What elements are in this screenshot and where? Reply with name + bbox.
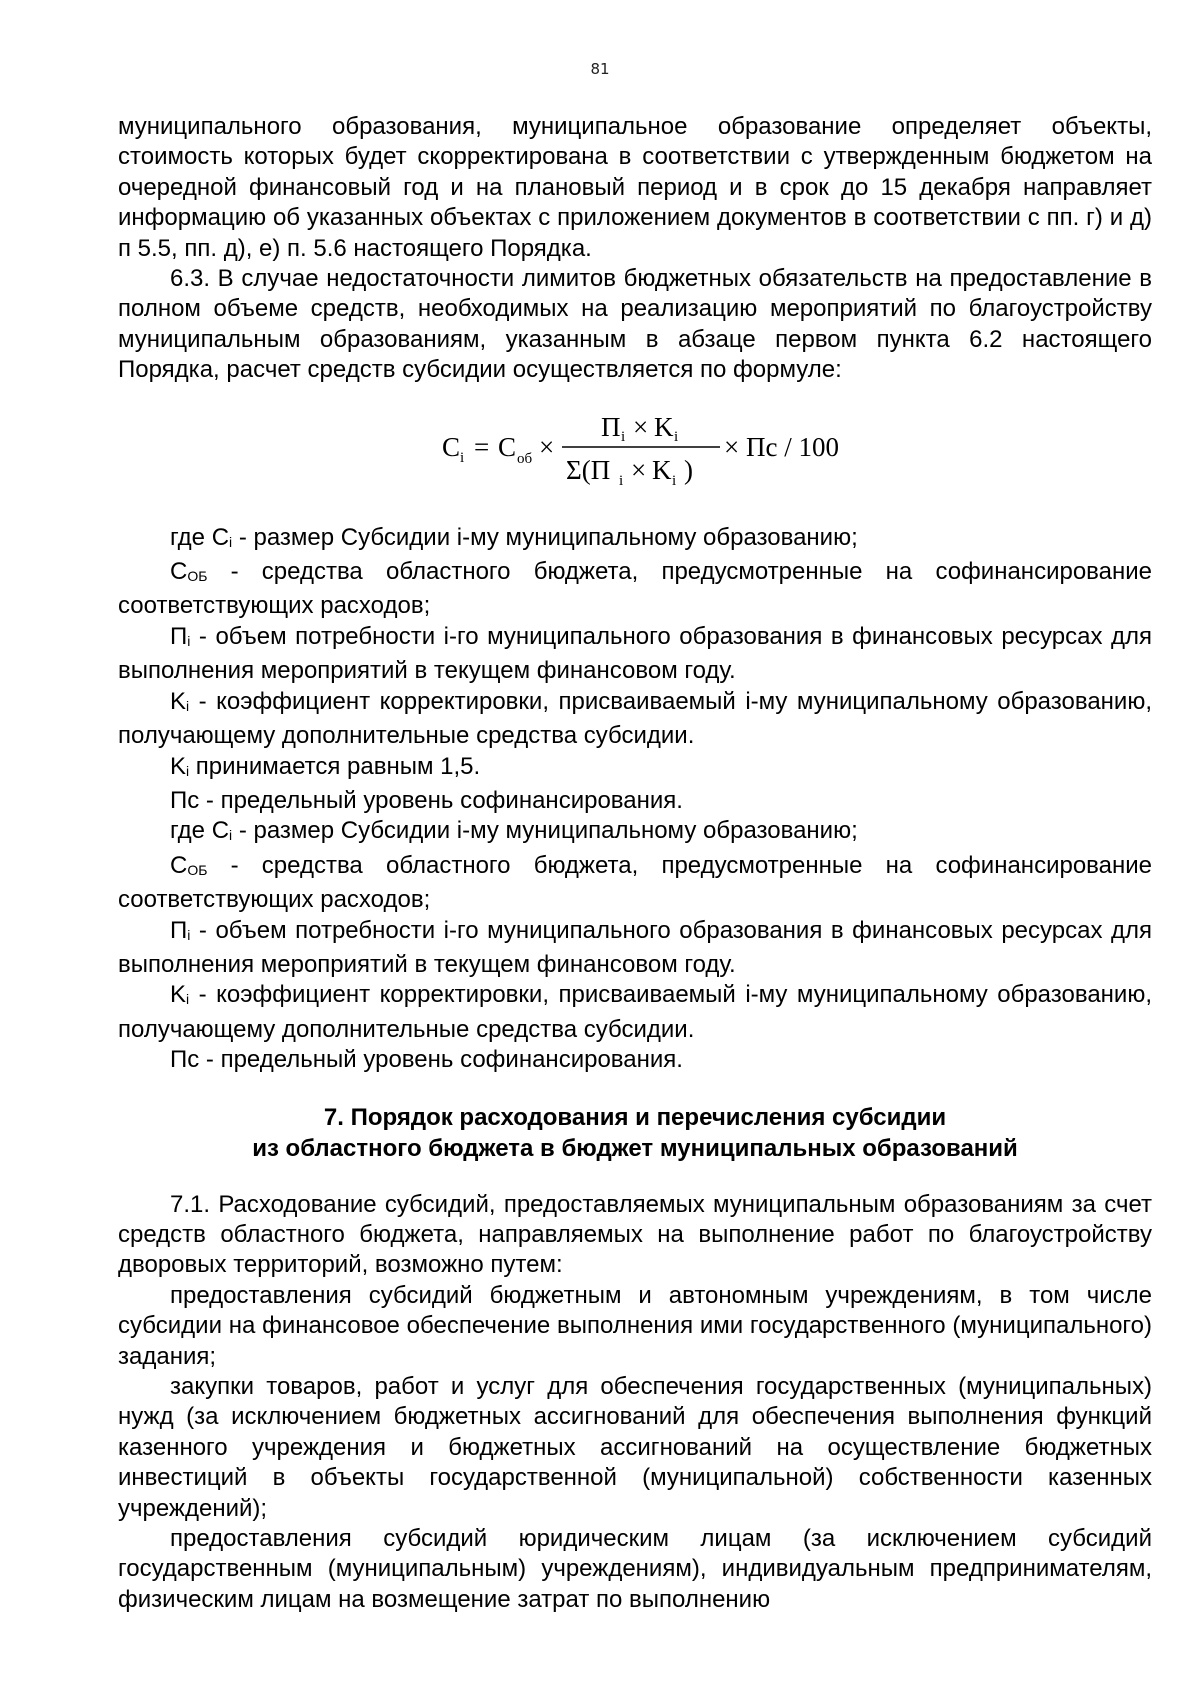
formula-lhs: C	[442, 431, 461, 462]
formula-numerator-times: ×	[633, 411, 649, 442]
definition-ki-value: Ki принимается равным 1,5.	[170, 752, 481, 780]
formula-cob: C	[498, 431, 517, 462]
formula-numerator-k-sub: i	[674, 428, 679, 445]
formula-denominator-k: K	[652, 454, 672, 485]
definition-ci: где Ci - размер Субсидии i-му муниципальному образованию;	[170, 523, 858, 551]
formula-denominator-p-sub: i	[619, 472, 624, 489]
definition-pi: Пi - объем потребности i-го муниципального образования в финансовых ресурсах для выполнения мероприятий в текущем финансовом году.	[118, 622, 1152, 685]
section-7-heading	[118, 1102, 1152, 1164]
formula-graphic	[438, 401, 858, 496]
heading-line-2: из областного бюджета в бюджет муниципальных образований	[252, 1134, 1018, 1162]
formula-cob-sub: об	[517, 450, 533, 467]
definition-pi-repeat: Пi - объем потребности i-го муниципального образования в финансовых ресурсах для выполнения мероприятий в текущем финансовом году.	[118, 916, 1152, 978]
heading-line-1: 7. Порядок расходования и перечисления субсидии	[323, 1103, 947, 1131]
paragraph-procurement: закупки товаров, работ и услуг для обеспечения государственных (муниципальных) нужд (за исключением бюджетных ассигнований для обеспечения выполнения функций казенного учреждения и бюджетных ассигнований на осуществление бюджетных инвестиций в объекты государственной (муниципальной) собственности казенных учреждений);	[118, 1373, 1152, 1522]
subsidy-formula	[118, 401, 1152, 496]
paragraph-continuation: муниципального образования, муниципальное образование определяет объекты, стоимость которых будет скорректирована в соответствии с утвержденным бюджетом на очередной финансовый год и на плановый период и в срок до 15 декабря направляет информацию об указанных объектах с приложением документов в соответствии с пп. г) и д) п 5.5, пп. д), е) п. 5.6 настоящего Порядка.	[118, 113, 1152, 262]
paragraph-7-1: 7.1. Расходование субсидий, предоставляемых муниципальным образованиям за счет средств областного бюджета, направляемых на выполнение работ по благоустройству дворовых территорий, возможно путем:	[118, 1190, 1152, 1279]
formula-lhs-sub: i	[460, 449, 465, 466]
definition-cob-repeat: CОБ - средства областного бюджета, предусмотренные на софинансирование соответствующих расходов;	[118, 851, 1152, 914]
formula-numerator-p-sub: i	[621, 428, 626, 445]
formula-numerator-p: П	[601, 411, 621, 442]
definition-ki: Ki - коэффициент корректировки, присваиваемый i-му муниципальному образованию, получающему дополнительные средства субсидии.	[118, 687, 1152, 750]
formula-denominator-k-sub: i	[672, 472, 677, 489]
definition-cob: CОБ - средства областного бюджета, предусмотренные на софинансирование соответствующих расходов;	[118, 558, 1152, 620]
formula-numerator-k: K	[654, 411, 674, 442]
paragraph-subsidies-institutions: предоставления субсидий бюджетным и автономным учреждениям, в том числе субсидии на финансовое обеспечение выполнения ими государственного (муниципального) задания;	[118, 1281, 1152, 1370]
formula-denominator-close: )	[684, 454, 693, 485]
definition-ki-repeat: Ki - коэффициент корректировки, присваиваемый i-му муниципальному образованию, получающему дополнительные средства субсидии.	[118, 981, 1152, 1043]
paragraph-subsidies-legal-entities: предоставления субсидий юридическим лицам (за исключением субсидий государственным (муниципальным) учреждениям), индивидуальным предпринимателям, физическим лицам на возмещение затрат по выполнению	[118, 1525, 1152, 1613]
formula-denominator-times: ×	[631, 454, 647, 485]
definition-ci-repeat: где Ci - размер Субсидии i-му муниципальному образованию;	[170, 817, 858, 845]
document-body	[118, 112, 1152, 1615]
definition-pc-repeat: Пс - предельный уровень софинансирования.	[170, 1046, 683, 1074]
formula-tail: × Пс / 100	[724, 431, 839, 462]
page-number: 81	[590, 60, 610, 78]
definition-pc: Пс - предельный уровень софинансирования.	[170, 786, 683, 814]
formula-denominator-open: Σ(П	[566, 454, 611, 485]
formula-times-1: ×	[539, 431, 555, 462]
spacer	[118, 1164, 1152, 1190]
formula-equals: =	[474, 431, 490, 462]
paragraph-6-3: 6.3. В случае недостаточности лимитов бюджетных обязательств на предоставление в полном объеме средств, необходимых на реализацию мероприятий по благоустройству муниципальным образованиям, указанным в абзаце первом пункта 6.2 настоящего Порядка, расчет средств субсидии осуществляется по формуле:	[118, 265, 1152, 384]
